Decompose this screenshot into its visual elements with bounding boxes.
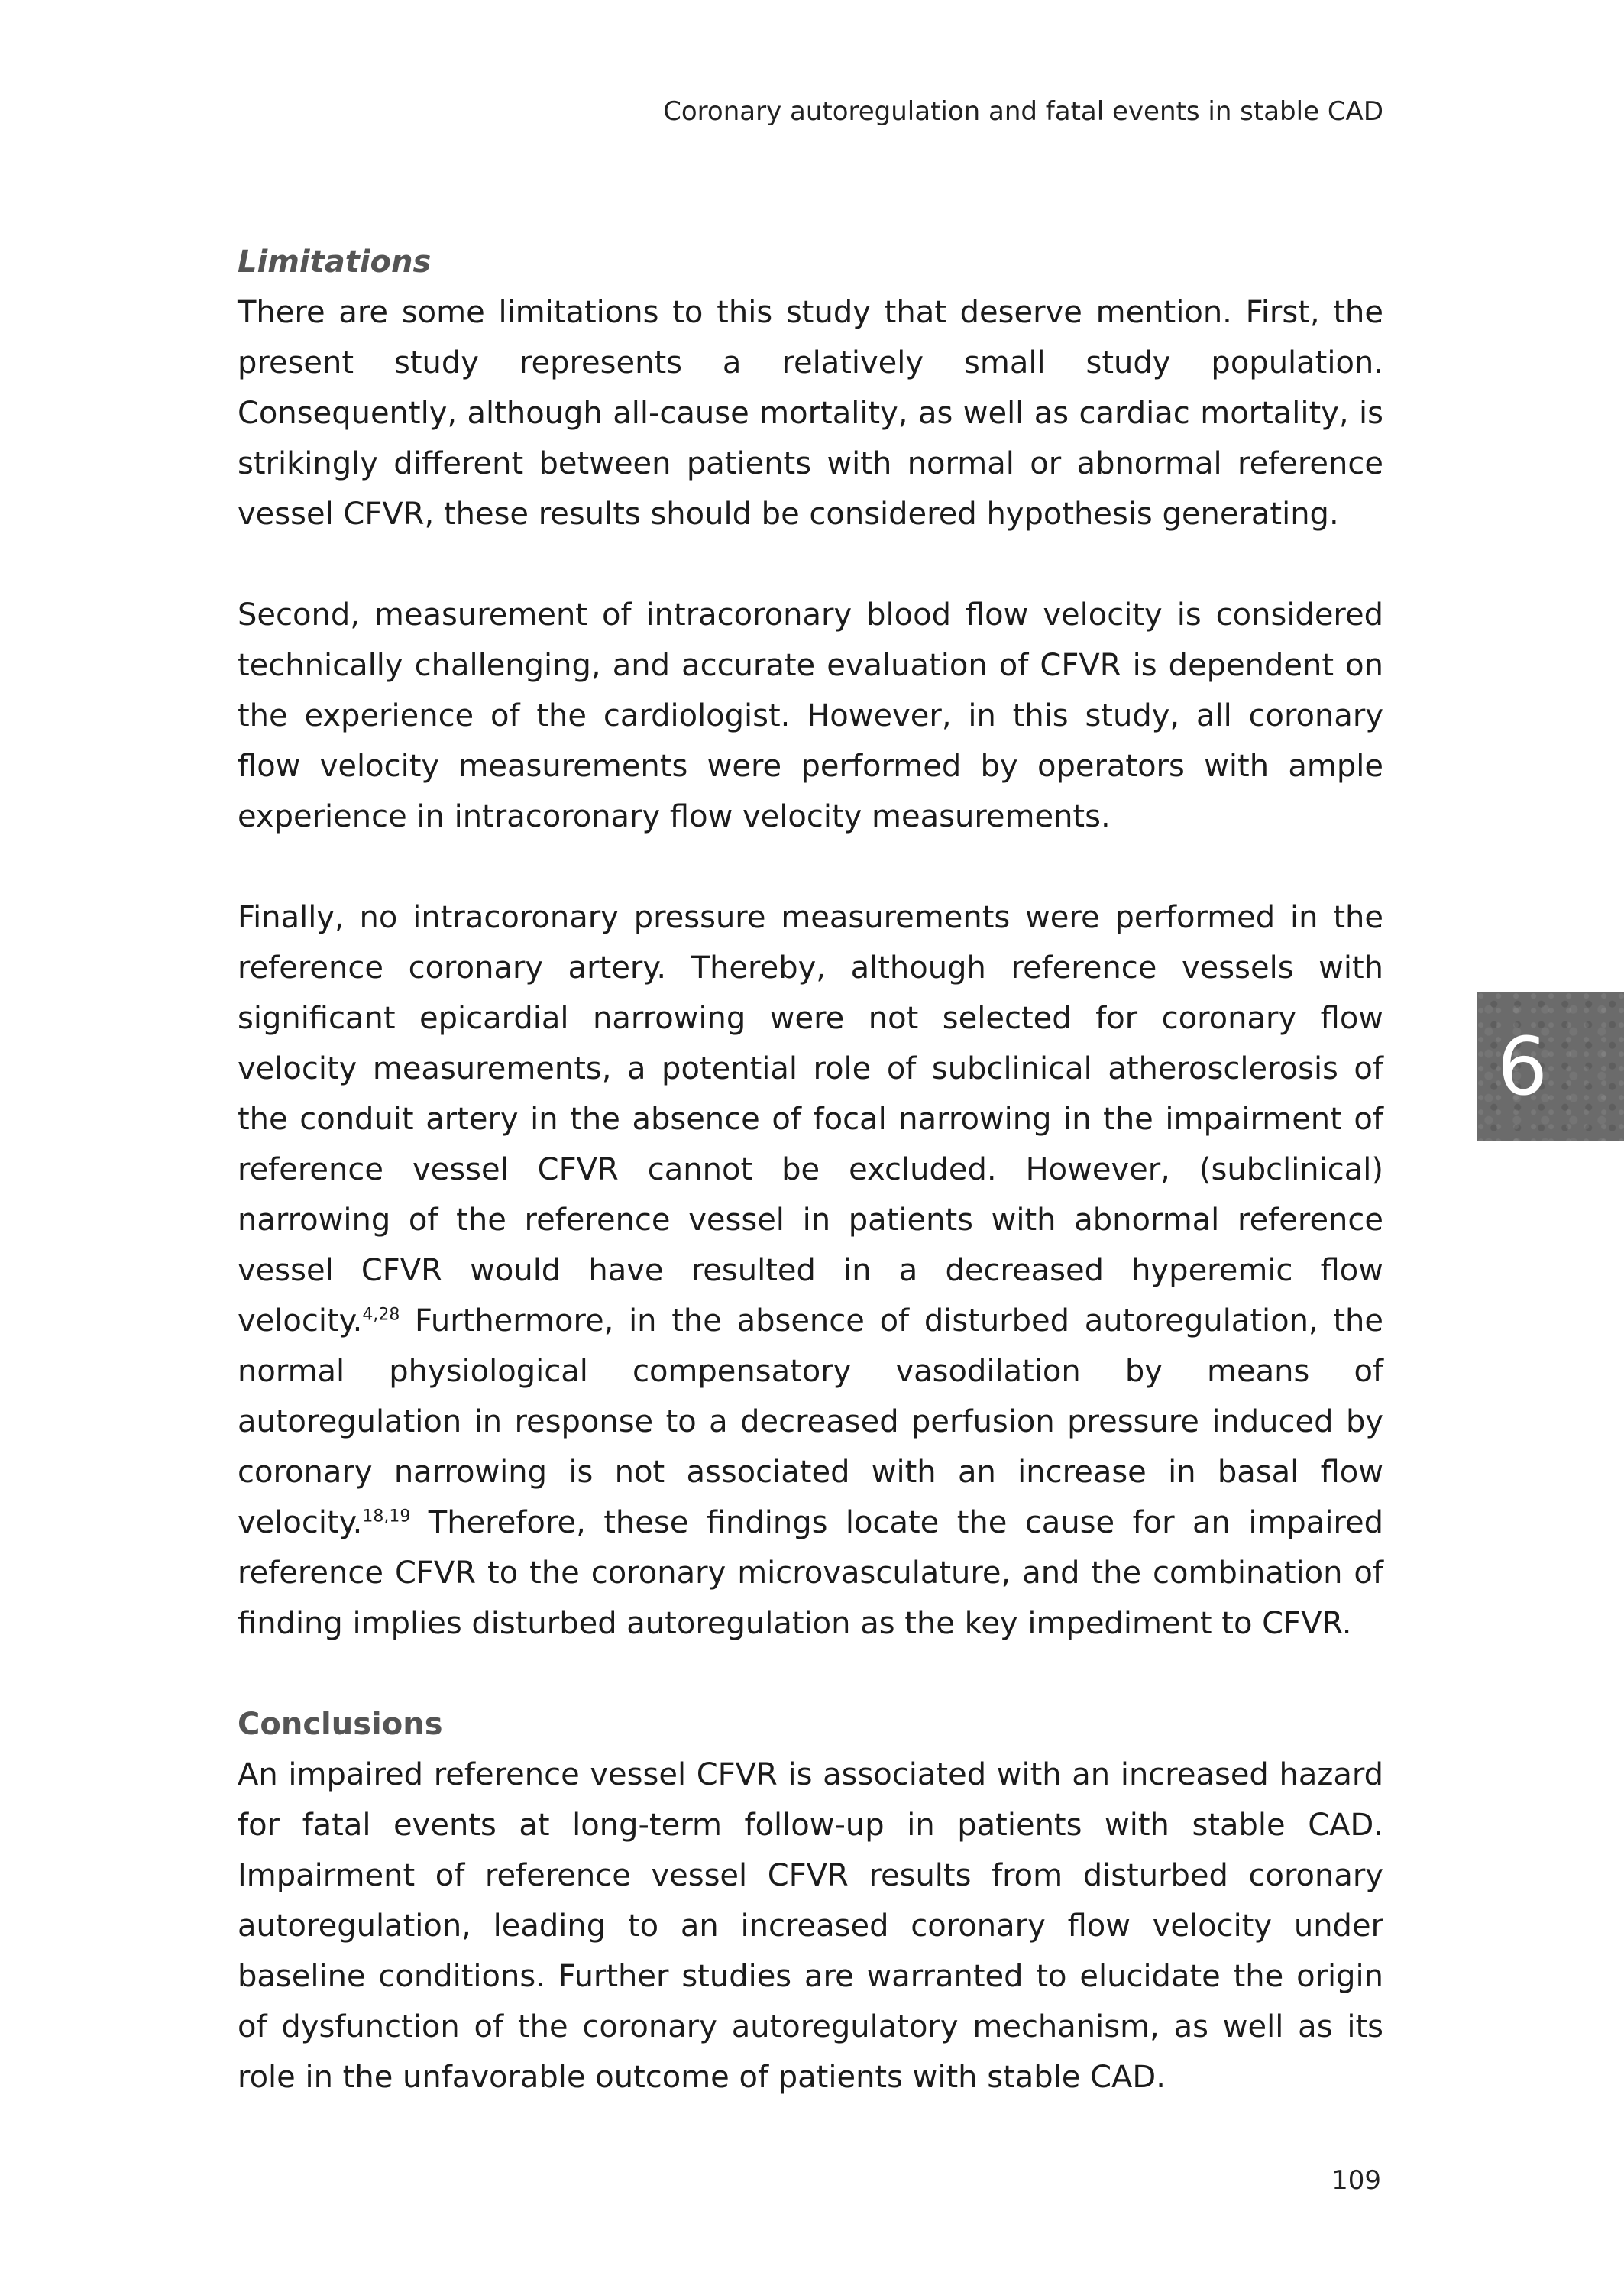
paragraph-text: Therefore, these findings locate the cause for an impaired reference CFVR to the coronary microvasculature, and the combination of finding implies disturbed autoregulation as the key impediment to CFVR. <box>238 1505 1383 1641</box>
paragraph-spacer <box>238 539 1383 590</box>
conclusions-heading: Conclusions <box>238 1707 443 1742</box>
citation-reference: 4,28 <box>362 1305 400 1325</box>
limitations-paragraph-3 <box>238 892 1383 1649</box>
chapter-number: 6 <box>1496 1020 1548 1113</box>
main-content <box>238 237 1383 2103</box>
limitations-paragraph-2: Second, measurement of intracoronary blood flow velocity is considered technically challenging, and accurate evaluation of CFVR is dependent on the experience of the cardiologist. However, in this study, all coronary flow velocity measurements were performed by operators with ample experience in intracoronary flow velocity measurements. <box>238 597 1383 834</box>
limitations-paragraph-1: There are some limitations to this study that deserve mention. First, the present study represents a relatively small study population. Consequently, although all-cause mortality, as well as cardiac mortality, is strikingly different between patients with normal or abnormal reference vessel CFVR, these results should be considered hypothesis generating. <box>238 295 1383 532</box>
citation-reference: 18,19 <box>362 1507 411 1526</box>
limitations-heading: Limitations <box>238 244 432 280</box>
paragraph-text: Finally, no intracoronary pressure measurements were performed in the reference coronary artery. Thereby, although reference vessels with significant epicardial narrowing were not selected for coronary flow velocity measurements, a potential role of subclinical atherosclerosis of the conduit artery in the absence of focal narrowing in the impairment of reference vessel CFVR cannot be excluded. However, (subclinical) narrowing of the reference vessel in patients with abnormal reference vessel CFVR would have resulted in a decreased hyperemic flow velocity. <box>238 900 1383 1339</box>
paragraph-spacer <box>238 842 1383 892</box>
conclusions-paragraph: An impaired reference vessel CFVR is associated with an increased hazard for fatal events at long-term follow-up in patients with stable CAD. Impairment of reference vessel CFVR results from disturbed coronary autoregulation, leading to an increased coronary flow velocity under baseline conditions. Further studies are warranted to elucidate the origin of dysfunction of the coronary autoregulatory mechanism, as well as its role in the unfavorable outcome of patients with stable CAD. <box>238 1757 1383 2095</box>
chapter-tab <box>1477 992 1624 1141</box>
page-number: 109 <box>1331 2165 1381 2196</box>
paragraph-text: Furthermore, in the absence of disturbed autoregulation, the normal physiological compensatory vasodilation by means of autoregulation in response to a decreased perfusion pressure induced by coronary narrowing is not associated with an increase in basal flow velocity. <box>238 1303 1383 1540</box>
paragraph-spacer <box>238 1649 1383 1699</box>
running-head: Coronary autoregulation and fatal events in stable CAD <box>663 96 1383 127</box>
